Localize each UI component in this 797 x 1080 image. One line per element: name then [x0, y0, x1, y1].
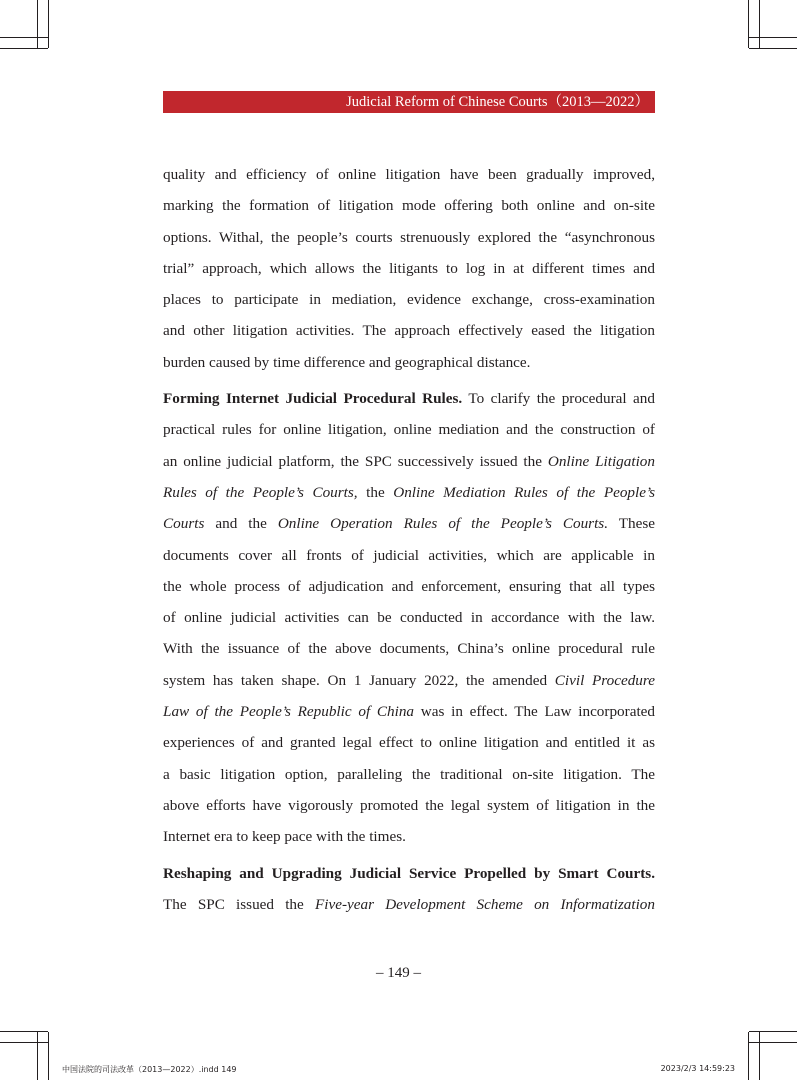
text-run: The SPC issued the [163, 895, 315, 913]
crop-mark [0, 1031, 48, 1032]
crop-mark [0, 48, 48, 49]
crop-mark [749, 37, 797, 38]
slug-filename: 中国法院的司法改革（2013—2022）.indd 149 [62, 1065, 237, 1074]
text-line: marking the formation of litigation mode offering both online and on-site [163, 197, 655, 215]
text-line: places to participate in mediation, evidence exchange, cross-examination [163, 291, 655, 309]
text-line: of online judicial activities can be conducted in accordance with the law. [163, 609, 655, 627]
body-text [163, 159, 655, 920]
text-line: trial” approach, which allows the litigants to log in at different times and [163, 259, 655, 277]
text-line [163, 477, 655, 508]
document-title: Online Mediation Rules of the People’s [393, 483, 655, 501]
section-heading: Reshaping and Upgrading Judicial Service Propelled by Smart Courts. [163, 864, 655, 882]
paragraph [163, 383, 655, 852]
crop-mark [759, 1032, 760, 1080]
document-title: Rules of the People’s Courts, [163, 483, 358, 501]
document-title: Courts [163, 515, 205, 533]
document-title: Online Operation Rules of the People’s Courts. [277, 515, 608, 533]
text-line: quality and efficiency of online litigation have been gradually improved, [163, 166, 655, 183]
crop-mark [37, 1032, 38, 1080]
text-line: the whole process of adjudication and enforcement, ensuring that all types [163, 577, 655, 595]
document-title: Civil Procedure [554, 671, 655, 689]
text-line: With the issuance of the above documents, China’s online procedural rule [163, 640, 655, 658]
text-line [163, 858, 655, 889]
paragraph [163, 858, 655, 921]
text-run: was in effect. The Law incorporated [414, 703, 655, 721]
document-title: Online Litigation [547, 452, 655, 470]
crop-mark [759, 0, 760, 48]
section-heading: Forming Internet Judicial Procedural Rules. [163, 390, 463, 408]
text-line [163, 665, 655, 696]
crop-mark [0, 37, 48, 38]
text-run: the [357, 483, 394, 501]
crop-mark [48, 1032, 49, 1080]
text-line: practical rules for online litigation, online mediation and the construction of [163, 421, 655, 439]
text-line: experiences of and granted legal effect to online litigation and entitled it as [163, 734, 655, 752]
document-title: Law of the People’s Republic of China [163, 703, 415, 721]
crop-mark [48, 0, 49, 48]
text-line: and other litigation activities. The approach effectively eased the litigation [163, 322, 655, 340]
crop-mark [0, 1042, 48, 1043]
slug-timestamp: 2023/2/3 14:59:23 [660, 1064, 735, 1073]
crop-mark [749, 48, 797, 49]
text-line: documents cover all fronts of judicial activities, which are applicable in [163, 546, 655, 564]
crop-mark [748, 0, 749, 48]
text-line [163, 508, 655, 539]
crop-mark [748, 1032, 749, 1080]
paragraph [163, 159, 655, 378]
text-line [163, 889, 655, 920]
text-run: an online judicial platform, the SPC successively issued the [163, 452, 548, 470]
text-line: Internet era to keep pace with the times. [163, 828, 406, 846]
text-line: burden caused by time difference and geographical distance. [163, 353, 531, 371]
running-title: Judicial Reform of Chinese Courts（2013—2022） [346, 94, 649, 110]
running-header [163, 91, 655, 113]
text-line [163, 696, 655, 727]
text-run: and the [204, 515, 278, 533]
text-line: a basic litigation option, paralleling the traditional on-site litigation. The [163, 765, 655, 783]
crop-mark [37, 0, 38, 48]
text-run: These [608, 515, 655, 533]
text-line: above efforts have vigorously promoted the legal system of litigation in the [163, 796, 655, 814]
page-number: – 149 – [376, 965, 421, 981]
document-title: Five-year Development Scheme on Informatization [314, 895, 655, 913]
crop-mark [749, 1031, 797, 1032]
text-run: system has taken shape. On 1 January 2022, the amended [163, 671, 555, 689]
text-line [163, 446, 655, 477]
text-line [163, 383, 655, 414]
text-line: options. Withal, the people’s courts strenuously explored the “asynchronous [163, 228, 655, 246]
text-run: To clarify the procedural and [462, 390, 655, 408]
crop-mark [749, 1042, 797, 1043]
